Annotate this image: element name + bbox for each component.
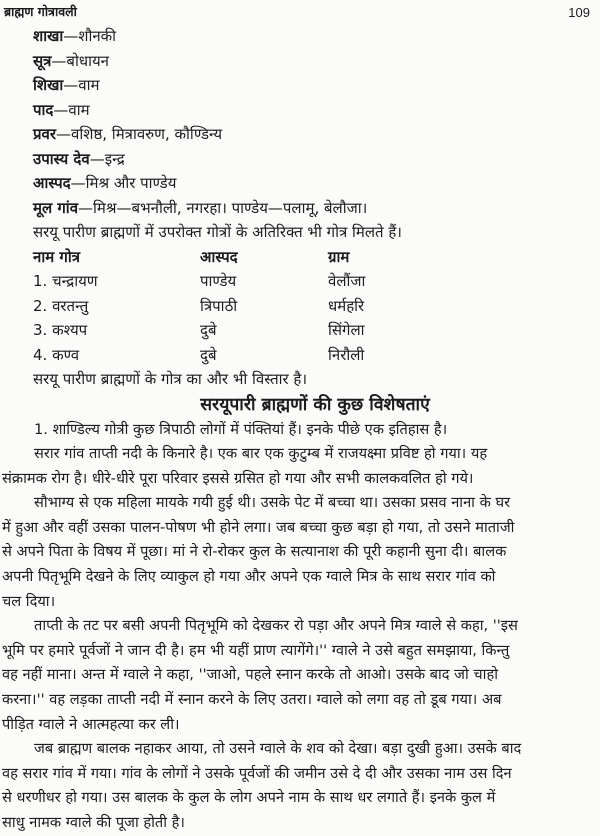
column-header: नाम गोत्र — [33, 247, 81, 266]
intro-line: सरयू पारीण ब्राह्मणों में उपरोक्त गोत्रों के अतिरिक्त भी गोत्र मिलते हैं। — [33, 223, 402, 241]
field-upasya-dev: उपास्य देव—इन्द्र — [33, 149, 125, 168]
column-header: ग्राम — [328, 247, 350, 266]
running-head: ब्राह्मण गोत्रावली — [4, 4, 77, 19]
paragraph: जब ब्राह्मण बालक नहाकर आया, तो उसने ग्वाले के शव को देखा। बड़ा दुखी हुआ। उसके बाद वह सरार गांव में गया। गांव के लोगों ने उसके पूर्वजों की जमीन उसे दे दी और उसका नाम उस दिन से धरणीधर हो गया। उस बालक के कुल के लोग अपने नाम के साथ धर लगाते हैं। इनके कुल में साधु नामक ग्वाले की पूजा होती है। — [2, 740, 522, 831]
page-number: 109 — [568, 5, 590, 20]
outro-line: सरयू पारीण ब्राह्मणों के गोत्र का और भी विस्तार है। — [33, 370, 308, 388]
field-shakha: शाखा—शौनकी — [33, 27, 117, 45]
table-row: 2. वरतन्तु त्रिपाठी धर्महरि — [33, 296, 365, 315]
page-content — [0, 24, 600, 836]
field-shikha: शिखा—वाम — [33, 76, 100, 94]
field-pad: पाद—वाम — [33, 100, 90, 119]
table-header — [33, 245, 600, 270]
field-mool-gaon: मूल गांव—मिश्र—बभनौली, नगरहा। पाण्डेय—पलामू, बेलौजा। — [33, 198, 368, 217]
field-pravar: प्रवर—वशिष्ठ, मित्रावरुण, कौण्डिन्य — [33, 125, 223, 143]
table-row: 3. कश्यप दुबे सिंगेला — [33, 321, 365, 339]
field-aspad: आस्पद—मिश्र और पाण्डेय — [33, 174, 177, 192]
paragraph: ताप्ती के तट पर बसी अपनी पितृभूमि को देखकर रो पड़ा और अपने मित्र ग्वाले से कहा, ''इस भूमि पर हमारे पूर्वजों ने जान दी है। हम भी यहीं प्राण त्यागेंगे।'' ग्वाले ने उसे बहुत समझाया, किन्तु वह नहीं माना। अन्त में ग्वाले ने कहा, ''जाओ, पहले स्नान करके तो आओ। उसके बाद जो चाहो करना।'' वह लड़का ताप्ती नदी में स्नान करने के लिए उतरा। ग्वाले को लगा वह तो डूब गया। अब पीड़ित ग्वाले ने आत्महत्या कर ली। — [2, 617, 518, 733]
field-sutra: सूत्र—बोधायन — [33, 51, 110, 70]
page-header — [4, 3, 594, 23]
gotra-fields — [0, 24, 600, 220]
gotra-table — [0, 245, 600, 368]
paragraph: सरार गांव ताप्ती नदी के किनारे है। एक बार एक कुटुम्ब में राजयक्ष्मा प्रविष्ट हो गया। यह संक्रामक रोग है। धीरे-धीरे पूरा परिवार इससे ग्रसित हो गया और सभी कालकवलित हो गये। — [2, 445, 488, 487]
table-row: 4. कण्व दुबे निरौली — [33, 345, 365, 364]
column-header: आस्पद — [200, 247, 238, 266]
table-row: 1. चन्द्रायण पाण्डेय वेलौंजा — [33, 272, 366, 290]
paragraph: 1. शाण्डिल्य गोत्री कुछ त्रिपाठी लोगों में पंक्तियां हैं। इनके पीछे एक इतिहास है। — [34, 420, 448, 438]
paragraph: सौभाग्य से एक महिला मायके गयी हुई थी। उसके पेट में बच्चा था। उसका प्रसव नाना के घर में हुआ और वहीं उसका पालन-पोषण भी होने लगा। जब बच्चा कुछ बड़ा हो गया, तो उसने माताजी से अपने पिता के विषय में पूछा। मां ने रो-रोकर कुल के सत्यानाश की पूरी कहानी सुना दी। बालक अपनी पितृभूमि देखने के लिए व्याकुल हो गया और अपने एक ग्वाले मित्र के साथ सरार गांव को चल दिया। — [2, 494, 515, 610]
section-heading: सरयूपारी ब्राह्मणों की कुछ विशेषताएं — [200, 394, 430, 415]
